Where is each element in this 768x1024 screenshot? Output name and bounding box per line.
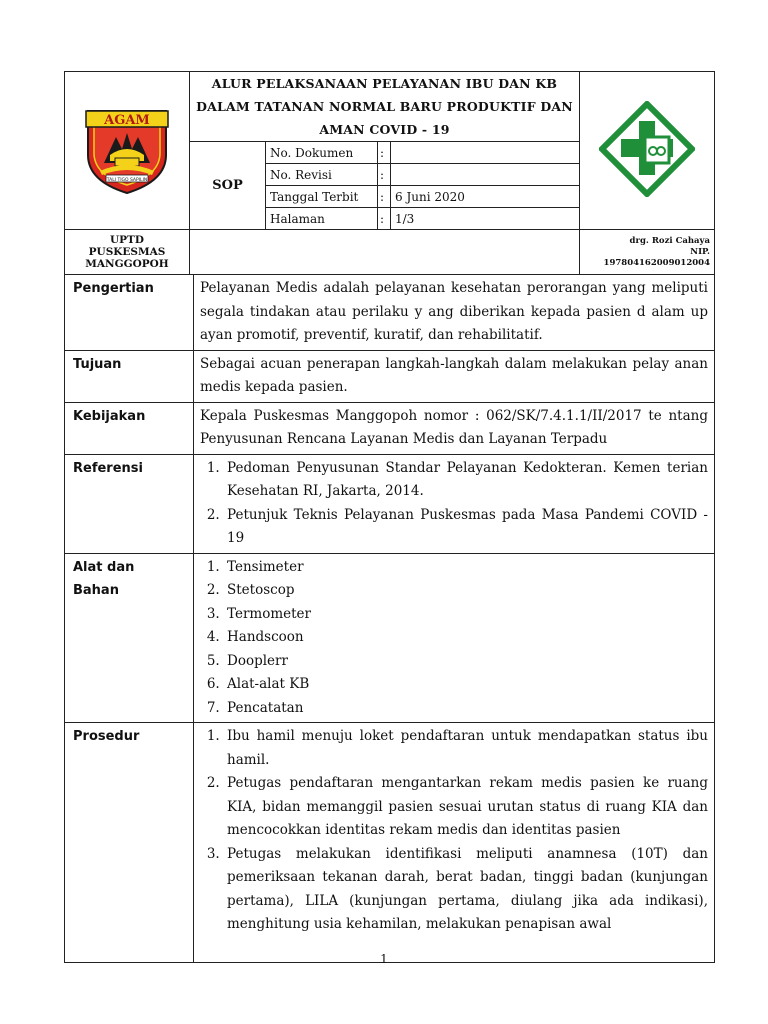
section-referensi <box>65 454 715 553</box>
section-text: Pelayanan Medis adalah pelayanan kesehatan perorangan yang meliputi segala tindakan atau perilaku y ang diberikan kepada pasien d alam up ayan promotif, preventif, kuratif, dan rehabilitatif. <box>194 275 715 351</box>
section-label-line: Bahan <box>73 583 119 598</box>
section-tujuan <box>65 350 715 402</box>
meta-value <box>391 142 580 164</box>
agam-logo-cell <box>65 72 190 230</box>
section-list-cell <box>194 454 715 553</box>
prosedur-list <box>200 725 708 937</box>
agam-banner-text: AGAM <box>104 112 150 128</box>
meta-label: Halaman <box>266 208 378 230</box>
section-prosedur <box>65 723 715 963</box>
agam-regency-logo <box>82 103 172 195</box>
sop-header-table <box>64 71 715 275</box>
list-item: 2. Petugas pendaftaran mengantarkan rekam medis pasien ke ruang KIA, bidan memanggil pasien sesuai urutan status di ruang KIA dan mencocokkan identitas rekam medis dan identitas pasien <box>224 772 708 843</box>
list-item: 1. Ibu hamil menuju loket pendaftaran untuk mendapatkan status ibu hamil. <box>224 725 708 772</box>
page-number: 1 <box>380 952 388 966</box>
signer-nip: 197804162009012004 <box>603 257 710 268</box>
puskesmas-logo <box>599 101 695 197</box>
meta-separator: : <box>378 142 391 164</box>
section-kebijakan <box>65 402 715 454</box>
list-item: 6. Alat-alat KB <box>224 673 708 697</box>
referensi-list <box>200 457 708 551</box>
section-alat-bahan <box>65 553 715 723</box>
sop-body-table <box>64 274 715 963</box>
meta-row <box>266 208 579 230</box>
list-item: 5. Dooplerr <box>224 650 708 674</box>
list-item: 7. Pencatatan <box>224 697 708 721</box>
section-label: Pengertian <box>65 275 194 351</box>
signer-name: drg. Rozi Cahaya <box>629 235 710 246</box>
section-text: Kepala Puskesmas Manggopoh nomor : 062/SK/7.4.1.1/II/2017 te ntang Penyusunan Rencana Layanan Medis dan Layanan Terpadu <box>194 402 715 454</box>
signer-nip-label: NIP. <box>690 246 710 257</box>
sop-label: SOP <box>190 142 266 230</box>
section-list-cell <box>194 553 715 723</box>
list-item: 1. Tensimeter <box>224 556 708 580</box>
section-label: Kebijakan <box>65 402 194 454</box>
meta-value: 1/3 <box>391 208 580 230</box>
section-label <box>65 553 194 723</box>
list-item: 2. Petunjuk Teknis Pelayanan Puskesmas pada Masa Pandemi COVID - 19 <box>224 504 708 551</box>
meta-separator: : <box>378 186 391 208</box>
empty-header-cell <box>190 230 580 275</box>
meta-row <box>266 142 579 164</box>
meta-row <box>266 164 579 186</box>
meta-value: 6 Juni 2020 <box>391 186 580 208</box>
alat-list <box>200 556 708 721</box>
meta-label: No. Revisi <box>266 164 378 186</box>
document-meta-cell <box>266 142 580 230</box>
list-item: 2. Stetoscop <box>224 579 708 603</box>
section-text: Sebagai acuan penerapan langkah-langkah dalam melakukan pelay anan medis kepada pasien. <box>194 350 715 402</box>
meta-separator: : <box>378 164 391 186</box>
agam-motto-text: TALI TIGO SAPILIN <box>106 177 148 183</box>
document-meta-table <box>266 142 579 229</box>
section-label-line: Alat dan <box>73 559 135 575</box>
list-item: 3. Termometer <box>224 603 708 627</box>
unit-name-text: UPTD PUSKESMAS MANGGOPOH <box>85 234 169 270</box>
section-pengertian <box>65 275 715 351</box>
list-item: 3. Petugas melakukan identifikasi meliputi anamnesa (10T) dan pemeriksaan tekanan darah, berat badan, tinggi badan (kunjungan pertama), LILA (kunjungan pertama, diulang jika ada indikasi), menghitung usia kehamilan, melakukan penapisan awal <box>224 843 708 937</box>
unit-name <box>65 230 190 275</box>
signer-block <box>580 230 715 275</box>
section-label: Tujuan <box>65 350 194 402</box>
section-label: Prosedur <box>65 723 194 963</box>
section-label: Referensi <box>65 454 194 553</box>
meta-row <box>266 186 579 208</box>
list-item: 4. Handscoon <box>224 626 708 650</box>
meta-separator: : <box>378 208 391 230</box>
meta-value <box>391 164 580 186</box>
meta-label: Tanggal Terbit <box>266 186 378 208</box>
puskesmas-logo-cell <box>580 72 715 230</box>
section-list-cell <box>194 723 715 963</box>
sop-document <box>64 71 715 963</box>
list-item: 1. Pedoman Penyusunan Standar Pelayanan Kedokteran. Kemen terian Kesehatan RI, Jakarta, 2014. <box>224 457 708 504</box>
document-title: ALUR PELAKSANAAN PELAYANAN IBU DAN KB DALAM TATANAN NORMAL BARU PRODUKTIF DAN AMAN COVID - 19 <box>190 72 580 142</box>
meta-label: No. Dokumen <box>270 145 354 160</box>
